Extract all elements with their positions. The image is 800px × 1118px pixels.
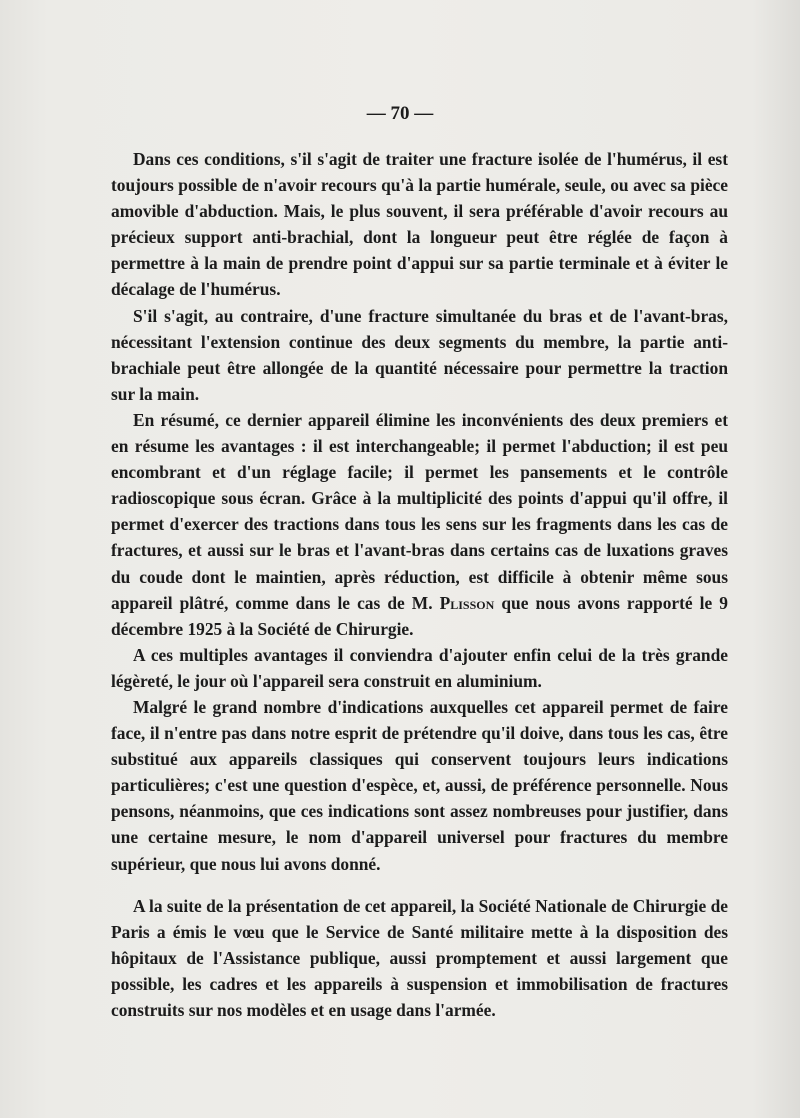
paragraph-3 (111, 407, 728, 642)
paragraph-3-text-end: que nous avons rapporté le 9 décembre 1925 à la Société de Chirurgie. (111, 592, 728, 639)
paragraph-2: S'il s'agit, au contraire, d'une fracture simultanée du bras et de l'avant-bras, nécessitant l'extension continue des deux segments du membre, la partie anti-brachiale peut être allongée de la quantité nécessaire pour permettre la traction sur la main. (111, 305, 728, 404)
paragraph-4: A ces multiples avantages il conviendra d'ajouter enfin celui de la très grande légèreté, le jour où l'appareil sera construit en aluminium. (111, 644, 728, 691)
body-text (111, 146, 728, 1023)
page-number: — 70 — (366, 103, 434, 124)
paragraph-1: Dans ces conditions, s'il s'agit de traiter une fracture isolée de l'humérus, il est toujours possible de n'avoir recours qu'à la partie humérale, seule, ou avec sa pièce amovible d'abduction. Mais, le plus souvent, il sera préférable d'avoir recours au précieux support anti-brachial, dont la longueur peut être réglée de façon à permettre à la main de prendre point d'appui sur sa partie terminale et à éviter le décalage de l'humérus. (111, 149, 728, 300)
paragraph-5: Malgré le grand nombre d'indications auxquelles cet appareil permet de faire face, il n'entre pas dans notre esprit de prétendre qu'il doive, dans tous les cas, être substitué aux appareils classiques qui conservent toujours leurs indications particulières; c'est une question d'espèce, et, aussi, de préférence personnelle. Nous pensons, néanmoins, que ces indications sont assez nombreuses pour justifier, dans une certaine mesure, le nom d'appareil universel pour fractures du membre supérieur, que nous lui avons donné. (111, 696, 728, 874)
patient-name: Plisson (439, 592, 495, 613)
paragraph-3-text-start: En résumé, ce dernier appareil élimine les inconvénients des deux premiers et en résume les avantages : il est interchangeable; il permet l'abduction; il est peu encombrant et d'un réglage facile; il permet les pansements et le contrôle radioscopique sous écran. Grâce à la multiplicité des points d'appui qu'il offre, il permet d'exercer des tractions dans tous les sens sur les fragments dans les cas de fractures, et aussi sur le bras et l'avant-bras dans certains cas de luxations graves du coude dont le maintien, après réduction, est difficile à obtenir même sous appareil plâtré, comme dans le cas de M. (111, 409, 728, 613)
paragraph-6: A la suite de la présentation de cet appareil, la Société Nationale de Chirurgie de Paris a émis le vœu que le Service de Santé militaire mette à la disposition des hôpitaux de l'Assistance publique, aussi promptement et aussi largement que possible, les cadres et les appareils à suspension et immobilisation de fractures construits sur nos modèles et en usage dans l'armée. (111, 895, 728, 1020)
